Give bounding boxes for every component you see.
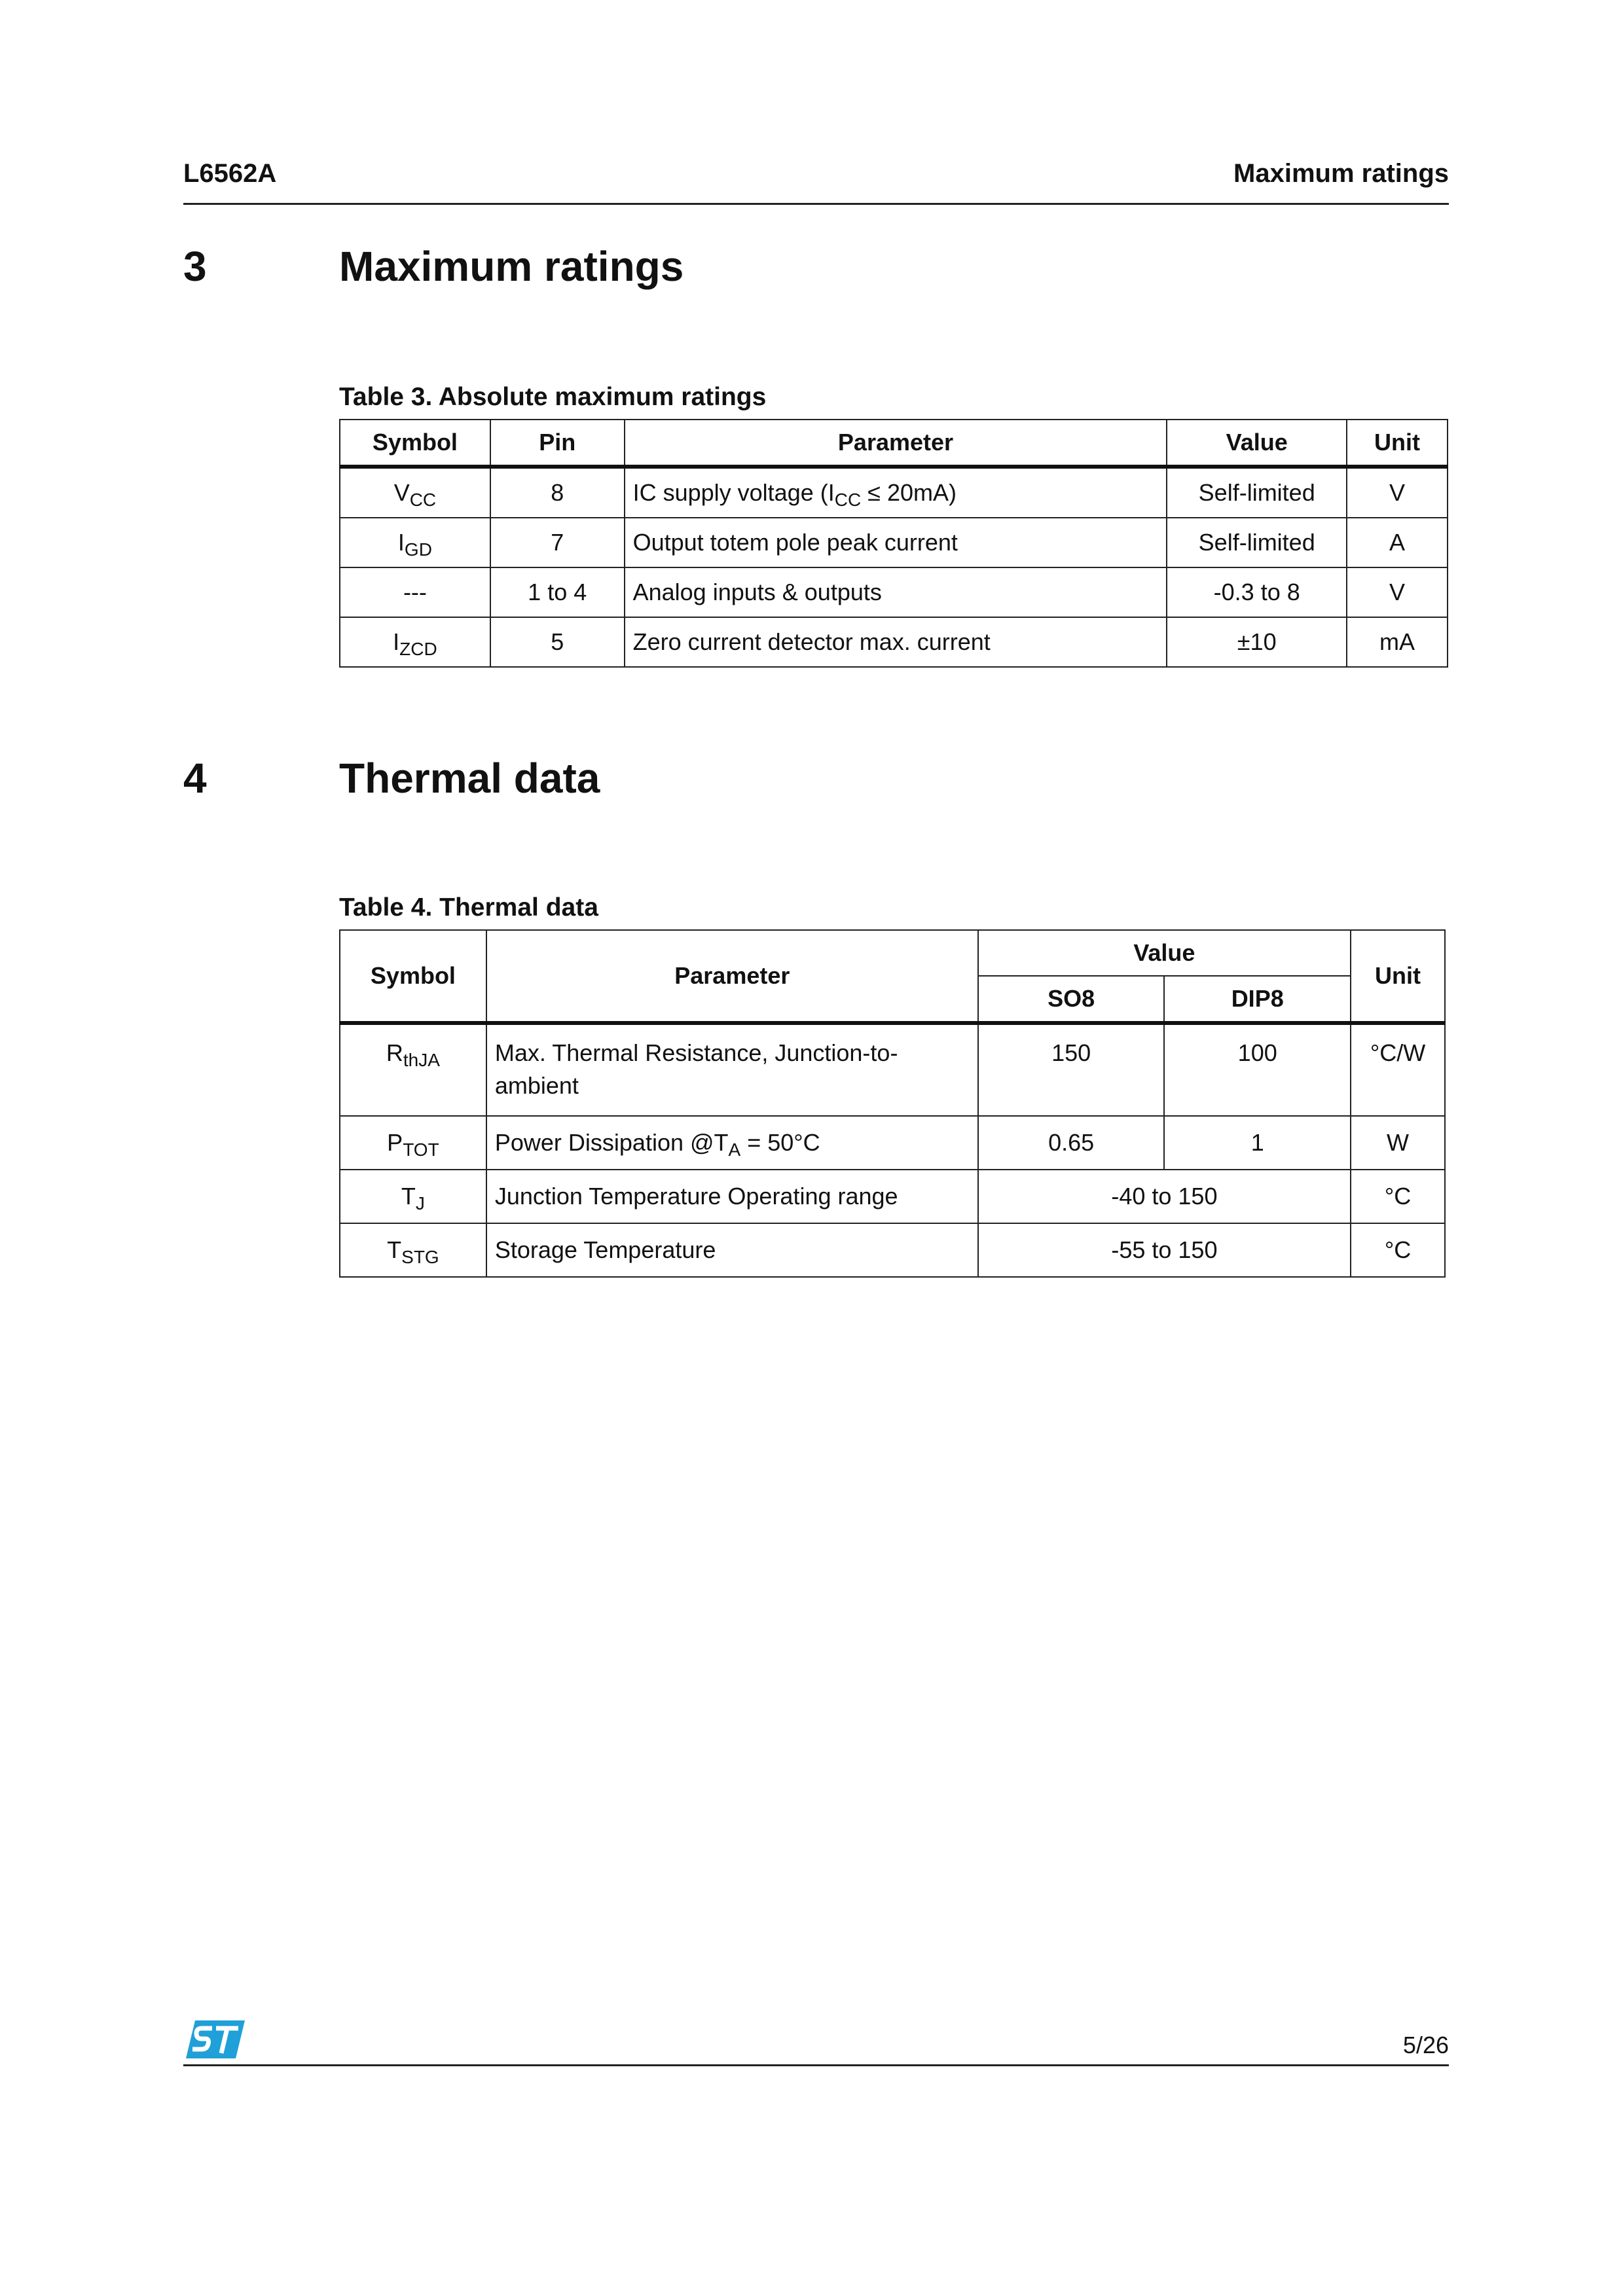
pin-cell: 7 [490,518,625,567]
table-row [340,1170,1445,1223]
parameter-cell: Storage Temperature [486,1223,978,1277]
table-row [340,467,1448,518]
dip8-value-cell: 100 [1164,1023,1351,1116]
unit-cell: mA [1347,617,1448,667]
section-3-number: 3 [183,243,207,290]
symbol-cell: $V_{CC}$ [340,467,490,518]
col-header-unit: Unit [1351,930,1445,1023]
table-row [340,1223,1445,1277]
value-cell: Self-limited [1167,518,1347,567]
section-3-title: Maximum ratings [339,243,684,290]
so8-value-cell: 0.65 [978,1116,1165,1170]
parameter-cell: IC supply voltage $(I_{CC} \le 20mA)$ [625,467,1167,518]
parameter-cell: Junction Temperature Operating range [486,1170,978,1223]
unit-cell: °C/W [1351,1023,1445,1116]
symbol-cell: $T_{STG}$ [340,1223,486,1277]
col-header-parameter: Parameter [625,420,1167,467]
col-header-unit: Unit [1347,420,1448,467]
unit-cell: A [1347,518,1448,567]
parameter-cell: Max. Thermal Resistance, Junction-to-ambient [486,1023,978,1116]
parameter-cell: Power Dissipation $@T_A = 50^\circ C$ [486,1116,978,1170]
st-logo-icon [183,2019,246,2060]
absolute-max-ratings-table [339,419,1448,668]
pin-cell: 1 to 4 [490,567,625,617]
unit-cell: W [1351,1116,1445,1170]
section-4-title: Thermal data [339,755,600,802]
value-cell: -40 to 150 [978,1170,1351,1223]
pin-cell: 8 [490,467,625,518]
value-cell: ±10 [1167,617,1347,667]
unit-cell: V [1347,567,1448,617]
header-section: Maximum ratings [1233,159,1449,188]
col-header-so8: SO8 [978,976,1165,1023]
thermal-data-table [339,929,1446,1278]
dip8-value-cell: 1 [1164,1116,1351,1170]
unit-cell: °C [1351,1223,1445,1277]
table-4-caption: Table 4. Thermal data [339,893,598,922]
value-cell: -55 to 150 [978,1223,1351,1277]
table-row [340,617,1448,667]
so8-value-cell: 150 [978,1023,1165,1116]
symbol-cell: $P_{TOT}$ [340,1116,486,1170]
header-product: L6562A [183,159,277,188]
page-number: 5/26 [1402,2032,1449,2058]
footer-divider [183,2064,1449,2066]
col-header-symbol: Symbol [340,420,490,467]
value-cell: -0.3 to 8 [1167,567,1347,617]
symbol-cell: $R_{thJA}$ [340,1023,486,1116]
unit-cell: V [1347,467,1448,518]
pin-cell: 5 [490,617,625,667]
table-row [340,1116,1445,1170]
symbol-cell: --- [340,567,490,617]
col-header-symbol: Symbol [340,930,486,1023]
symbol-cell: $I_{GD}$ [340,518,490,567]
col-header-dip8: DIP8 [1164,976,1351,1023]
symbol-cell: $T_J$ [340,1170,486,1223]
symbol-cell: $I_{ZCD}$ [340,617,490,667]
unit-cell: °C [1351,1170,1445,1223]
header-divider [183,203,1449,205]
table-row [340,1023,1445,1116]
col-header-pin: Pin [490,420,625,467]
parameter-cell: Output totem pole peak current [625,518,1167,567]
table-3-caption: Table 3. Absolute maximum ratings [339,383,767,411]
parameter-cell: Analog inputs & outputs [625,567,1167,617]
col-header-parameter: Parameter [486,930,978,1023]
value-cell: Self-limited [1167,467,1347,518]
table-row [340,567,1448,617]
col-header-value: Value [978,930,1351,976]
parameter-cell: Zero current detector max. current [625,617,1167,667]
col-header-value: Value [1167,420,1347,467]
section-4-number: 4 [183,755,207,802]
table-row [340,518,1448,567]
